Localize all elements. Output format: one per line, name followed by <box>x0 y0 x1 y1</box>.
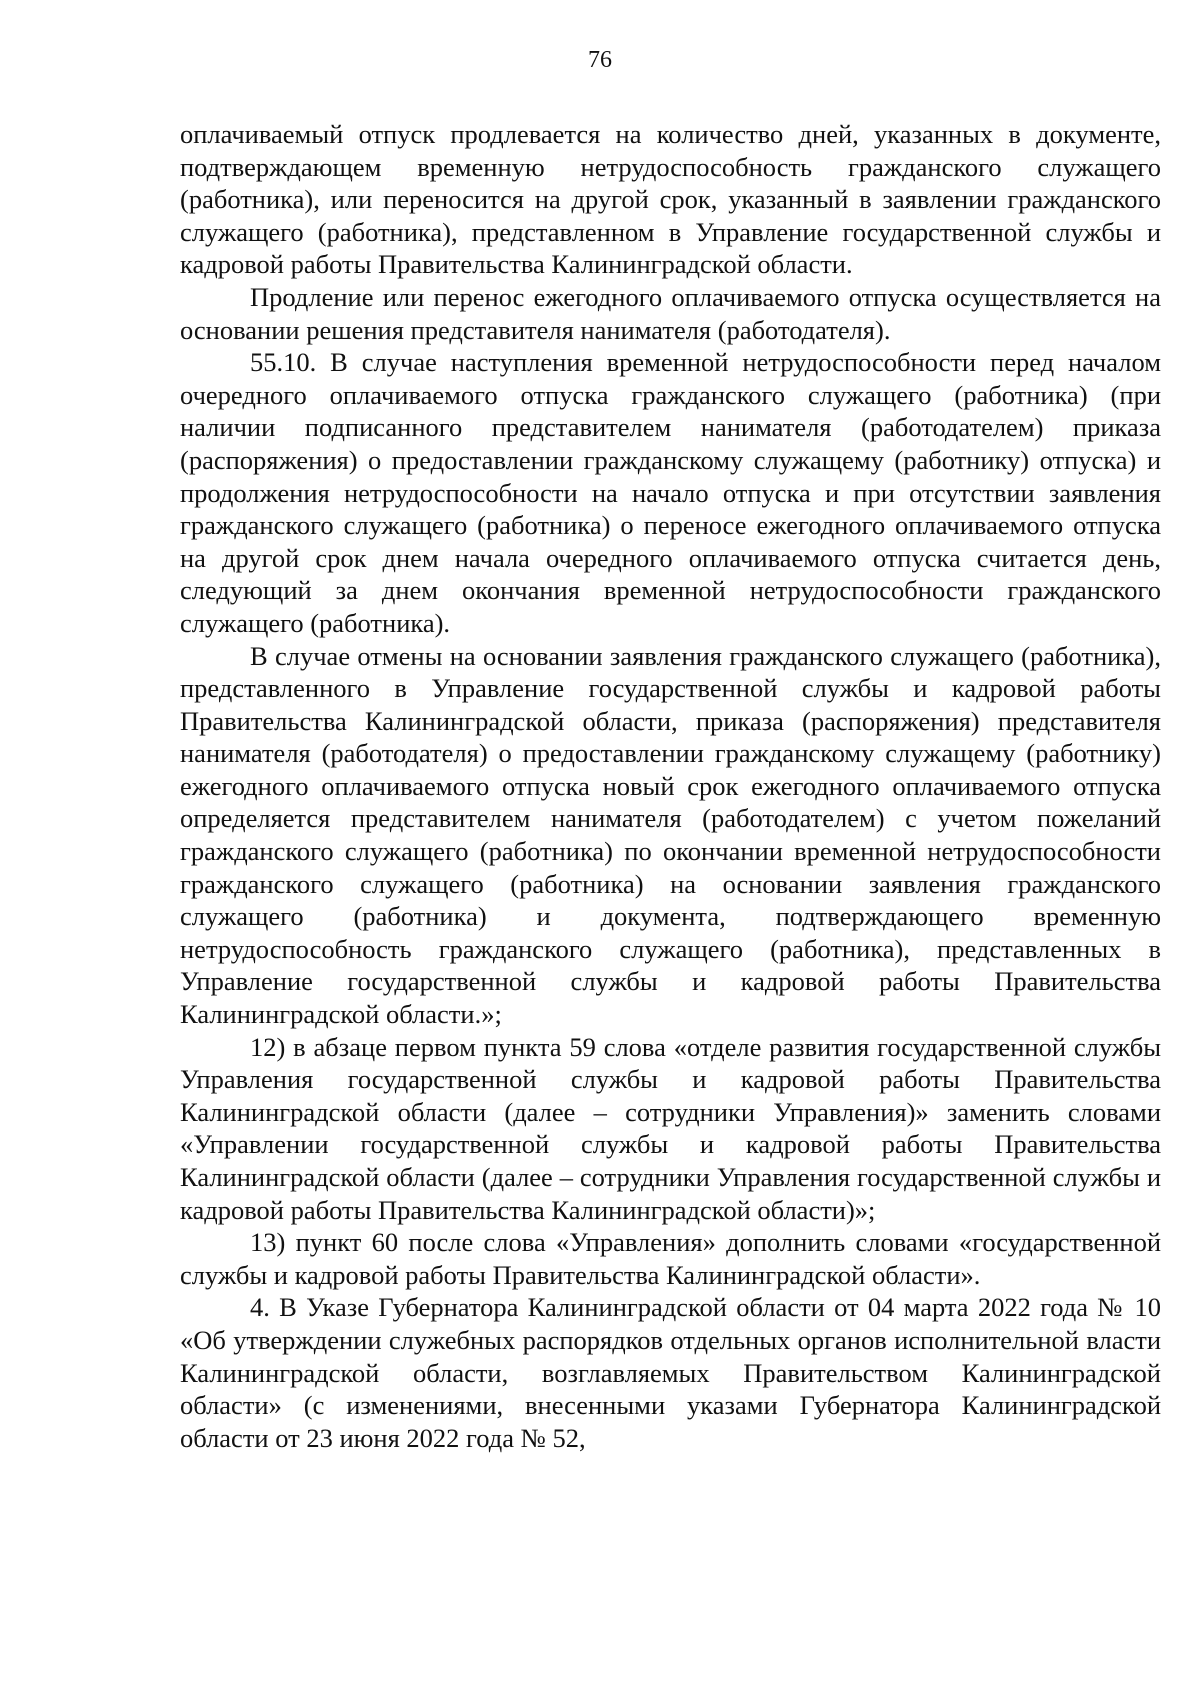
document-body <box>180 118 1161 1454</box>
page-number: 76 <box>588 47 612 73</box>
paragraph-7: 4. В Указе Губернатора Калининградской области от 04 марта 2022 года № 10 «Об утверждении служебных распорядков отдельных органов исполнительной власти Калининградской области, возглавляемых Правительством Калининградской области» (с изменениями, внесенными указами Губернатора Калининградской области от 23 июня 2022 года № 52, <box>180 1292 1161 1453</box>
paragraph-5: 12) в абзаце первом пункта 59 слова «отделе развития государственной службы Управления государственной службы и кадровой работы Правительства Калининградской области (далее – сотрудники Управления)» заменить словами «Управлении государственной службы и кадровой работы Правительства Калининградской области (далее – сотрудники Управления государственной службы и кадровой работы Правительства Калининградской области)»; <box>180 1031 1161 1225</box>
paragraph-6: 13) пункт 60 после слова «Управления» дополнить словами «государственной службы и кадровой работы Правительства Калининградской области». <box>180 1227 1161 1290</box>
paragraph-3: 55.10. В случае наступления временной нетрудоспособности перед началом очередного оплачиваемого отпуска гражданского служащего (работника) (при наличии подписанного представителем нанимателя (работодателем) приказа (распоряжения) о предоставлении гражданскому служащему (работнику) отпуска) и продолжения нетрудоспособности на начало отпуска и при отсутствии заявления гражданского служащего (работника) о переносе ежегодного оплачиваемого отпуска на другой срок днем начала очередного оплачиваемого отпуска считается день, следующий за днем окончания временной нетрудоспособности гражданского служащего (работника). <box>180 347 1161 638</box>
paragraph-1: оплачиваемый отпуск продлевается на количество дней, указанных в документе, подтверждающем временную нетрудоспособность гражданского служащего (работника), или переносится на другой срок, указанный в заявлении гражданского служащего (работника), представленном в Управление государственной службы и кадровой работы Правительства Калининградской области. <box>180 119 1161 280</box>
paragraph-4: В случае отмены на основании заявления гражданского служащего (работника), представленного в Управление государственной службы и кадровой работы Правительства Калининградской области, приказа (распоряжения) представителя нанимателя (работодателя) о предоставлении гражданскому служащему (работнику) ежегодного оплачиваемого отпуска новый срок ежегодного оплачиваемого отпуска определяется представителем нанимателя (работодателем) с учетом пожеланий гражданского служащего (работника) по окончании временной нетрудоспособности гражданского служащего (работника) на основании заявления гражданского служащего (работника) и документа, подтверждающего временную нетрудоспособность гражданского служащего (работника), представленных в Управление государственной службы и кадровой работы Правительства Калининградской области.»; <box>180 640 1161 1030</box>
paragraph-2: Продление или перенос ежегодного оплачиваемого отпуска осуществляется на основании решения представителя нанимателя (работодателя). <box>180 281 1161 345</box>
